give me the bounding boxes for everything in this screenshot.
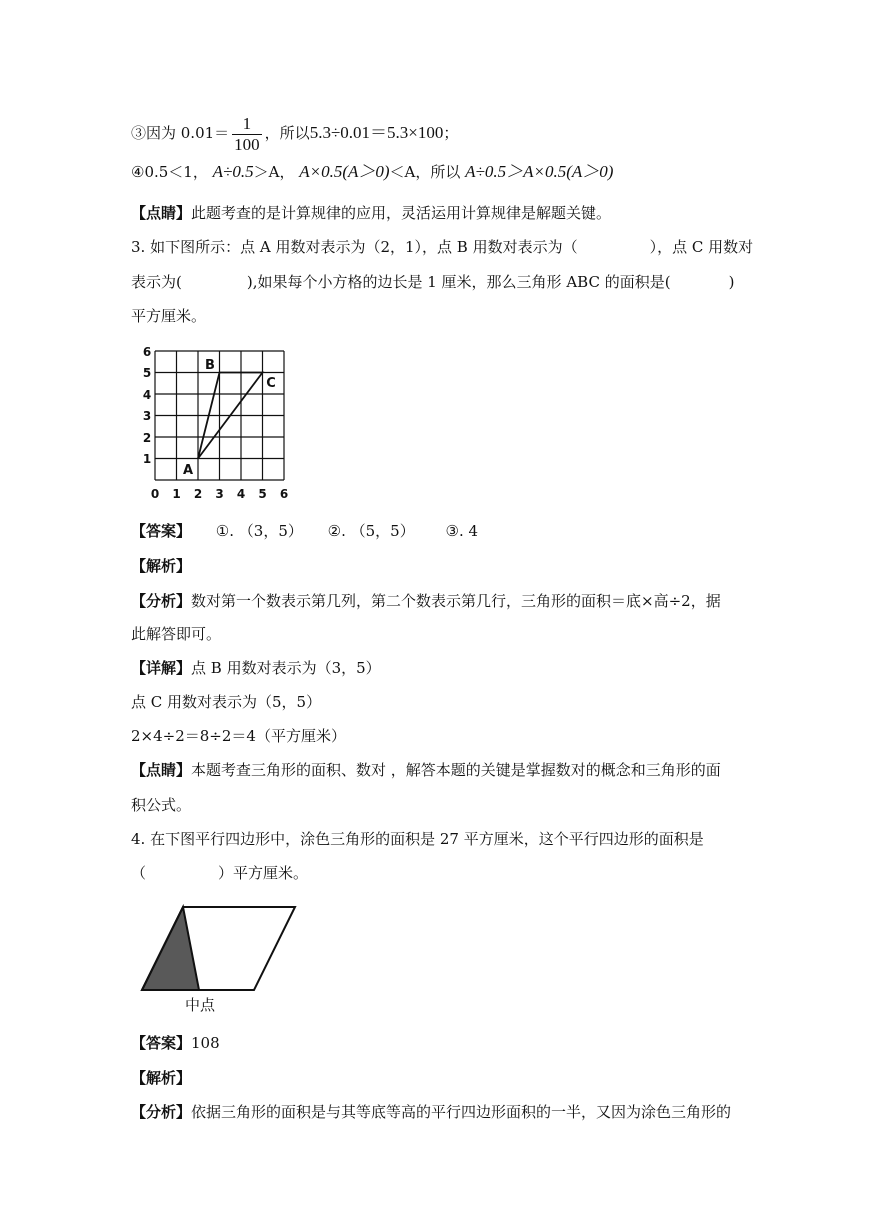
midpoint-label: 中点: [184, 996, 216, 1014]
analysis-4-line-1: 【分析】依据三角形的面积是与其等底等高的平行四边形面积的一半，又因为涂色三角形的: [131, 1103, 732, 1121]
analysis-3-heading: 【解析】: [131, 557, 192, 575]
x-tick-1: 1: [172, 487, 181, 501]
x-tick-2: 2: [193, 487, 203, 501]
grid-lines: [155, 351, 284, 480]
analysis-3-line-1: 【分析】数对第一个数表示第几列，第二个数表示第几行，三角形的面积＝底×高÷2，据: [131, 592, 721, 610]
y-tick-6: 6: [142, 345, 152, 359]
x-tick-6: 6: [279, 487, 289, 501]
y-tick-5: 5: [142, 366, 152, 380]
detail-3-line-3: 2×4÷2＝8÷2＝4（平方厘米）: [131, 727, 346, 745]
step-3-line: ③因为 0.01＝ $\frac{1}{100}$ ，所以5.3÷0.01＝5.3×100；: [131, 113, 459, 154]
parallelogram-figure: [138, 900, 303, 1018]
x-tick-3: 3: [215, 487, 224, 501]
analysis-3-line-2: 此解答即可。: [131, 625, 222, 643]
coordinate-grid-figure: [138, 340, 298, 505]
tip-1: 【点睛】此题考查的是计算规律的应用，灵活运用计算规律是解题关键。: [131, 204, 612, 222]
tip-3-line-2: 积公式。: [131, 796, 192, 814]
x-tick-5: 5: [258, 487, 267, 501]
answer-3: 【答案】 ①. （3，5） ②. （5，5） ③. 4: [131, 522, 479, 540]
question-3-line-2: 表示为( ),如果每个小方格的边长是 1 厘米，那么三角形 ABC 的面积是( ): [131, 273, 735, 291]
detail-3-line-2: 点 C 用数对表示为（5，5）: [131, 693, 322, 711]
tip-3-line-1: 【点睛】本题考查三角形的面积、数对 ，解答本题的关键是掌握数对的概念和三角形的面: [131, 761, 721, 779]
x-tick-4: 4: [236, 487, 246, 501]
y-tick-4: 4: [142, 388, 152, 402]
question-4-line-2: （ ）平方厘米。: [131, 864, 309, 882]
y-tick-2: 2: [142, 431, 152, 445]
shaded-triangle: [142, 907, 199, 990]
point-label-c: C: [266, 376, 276, 391]
y-tick-3: 3: [142, 409, 152, 423]
step-4-line: ④0.5＜1， A÷0.5＞A， A×0.5(A＞0)＜A，所以 A÷0.5＞A×0.5(A＞0): [131, 162, 614, 181]
question-3-line-3: 平方厘米。: [131, 307, 207, 325]
analysis-4-heading: 【解析】: [131, 1069, 192, 1087]
fraction-1-over-100: $\frac{1}{100}$: [234, 113, 260, 154]
question-3-line-1: 3. 如下图所示：点 A 用数对表示为（2，1），点 B 用数对表示为（ ），点 C 用数对: [131, 238, 754, 256]
point-label-b: B: [205, 358, 215, 373]
x-tick-0: 0: [150, 487, 160, 501]
point-label-a: A: [182, 463, 194, 478]
answer-4: 【答案】108: [131, 1034, 220, 1052]
y-tick-1: 1: [142, 452, 152, 466]
detail-3-line-1: 【详解】点 B 用数对表示为（3，5）: [131, 659, 381, 677]
question-4-line-1: 4. 在下图平行四边形中，涂色三角形的面积是 27 平方厘米，这个平行四边形的面积是: [131, 830, 704, 848]
